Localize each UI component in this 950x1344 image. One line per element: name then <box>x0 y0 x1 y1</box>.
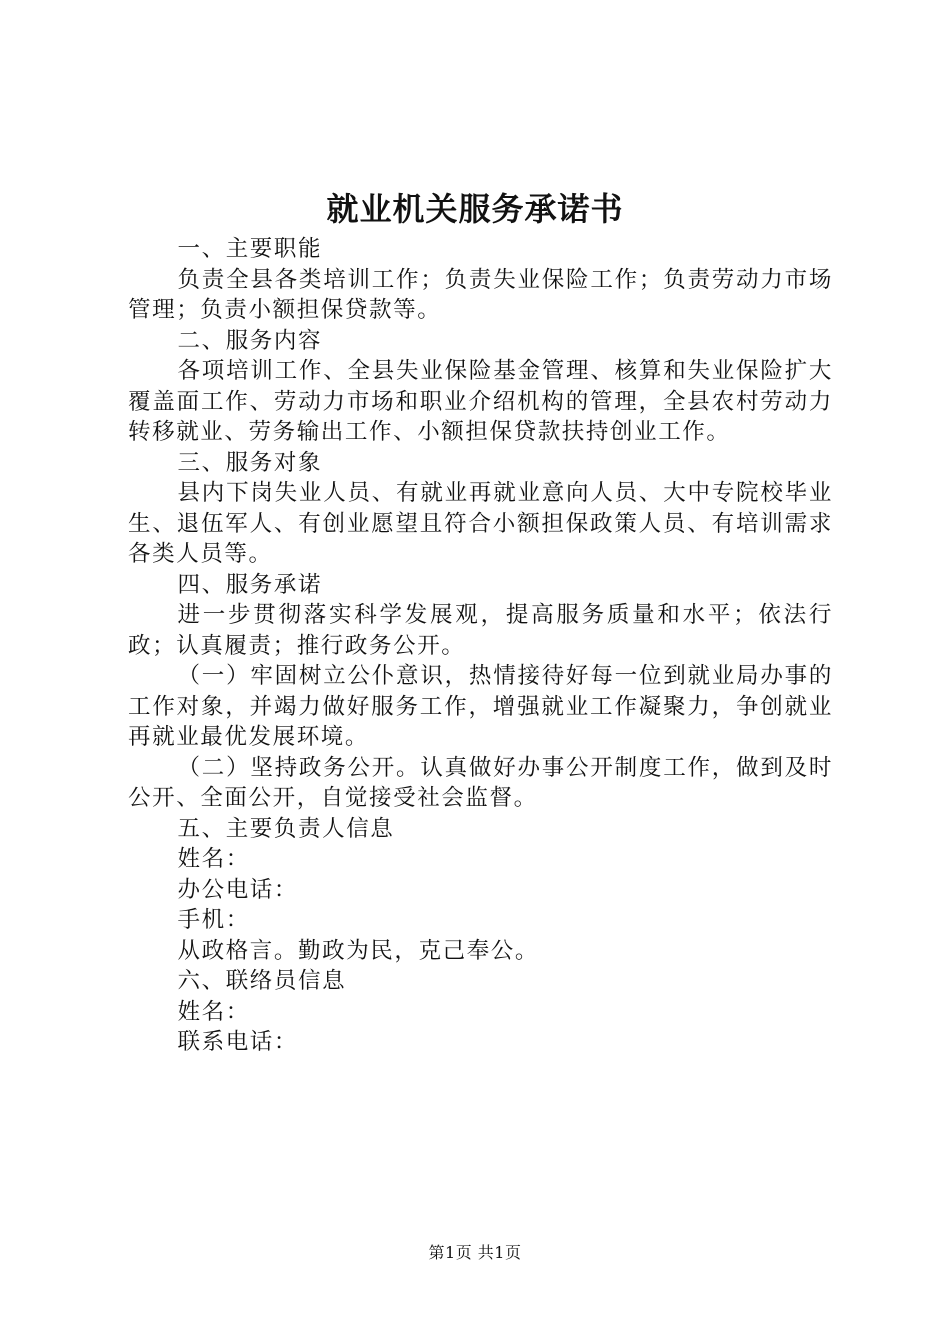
page-footer: 第1页 共1页 <box>428 1243 522 1262</box>
paragraph-commitment-2: （二）坚持政务公开。认真做好办事公开制度工作，做到及时公开、全面公开，自觉接受社会监督。 <box>128 754 833 811</box>
leader-motto: 从政格言。勤政为民，克己奉公。 <box>177 937 540 964</box>
liaison-name-field: 姓名： <box>177 998 250 1025</box>
leader-office-phone-field: 办公电话： <box>177 876 299 903</box>
section-heading-leader-info: 五、主要负责人信息 <box>177 815 395 842</box>
section-heading-service-commitment: 四、服务承诺 <box>177 571 323 598</box>
paragraph-commitment-intro: 进一步贯彻落实科学发展观，提高服务质量和水平；依法行政；认真履责；推行政务公开。 <box>128 602 833 659</box>
leader-name-field: 姓名： <box>177 846 250 872</box>
section-heading-liaison-info: 六、联络员信息 <box>177 968 347 994</box>
liaison-phone-field: 联系电话： <box>177 1029 299 1055</box>
paragraph-service-targets: 县内下岗失业人员、有就业再就业意向人员、大中专院校毕业生、退伍军人、有创业愿望且符合小额担保政策人员、有培训需求各类人员等。 <box>128 480 833 567</box>
document-title: 就业机关服务承诺书 <box>326 190 624 228</box>
section-heading-service-content: 二、服务内容 <box>177 327 323 354</box>
paragraph-service-content: 各项培训工作、全县失业保险基金管理、核算和失业保险扩大覆盖面工作、劳动力市场和职业介绍机构的管理，全县农村劳动力转移就业、劳务输出工作、小额担保贷款扶持创业工作。 <box>128 358 833 445</box>
leader-mobile-field: 手机： <box>177 907 250 933</box>
paragraph-commitment-1: （一）牢固树立公仆意识，热情接待好每一位到就业局办事的工作对象，并竭力做好服务工作，增强就业工作凝聚力，争创就业再就业最优发展环境。 <box>128 663 833 750</box>
section-heading-functions: 一、主要职能 <box>177 236 323 262</box>
document-body <box>128 234 833 1058</box>
paragraph-functions: 负责全县各类培训工作；负责失业保险工作；负责劳动力市场管理；负责小额担保贷款等。 <box>128 266 833 323</box>
section-heading-service-targets: 三、服务对象 <box>177 449 323 476</box>
